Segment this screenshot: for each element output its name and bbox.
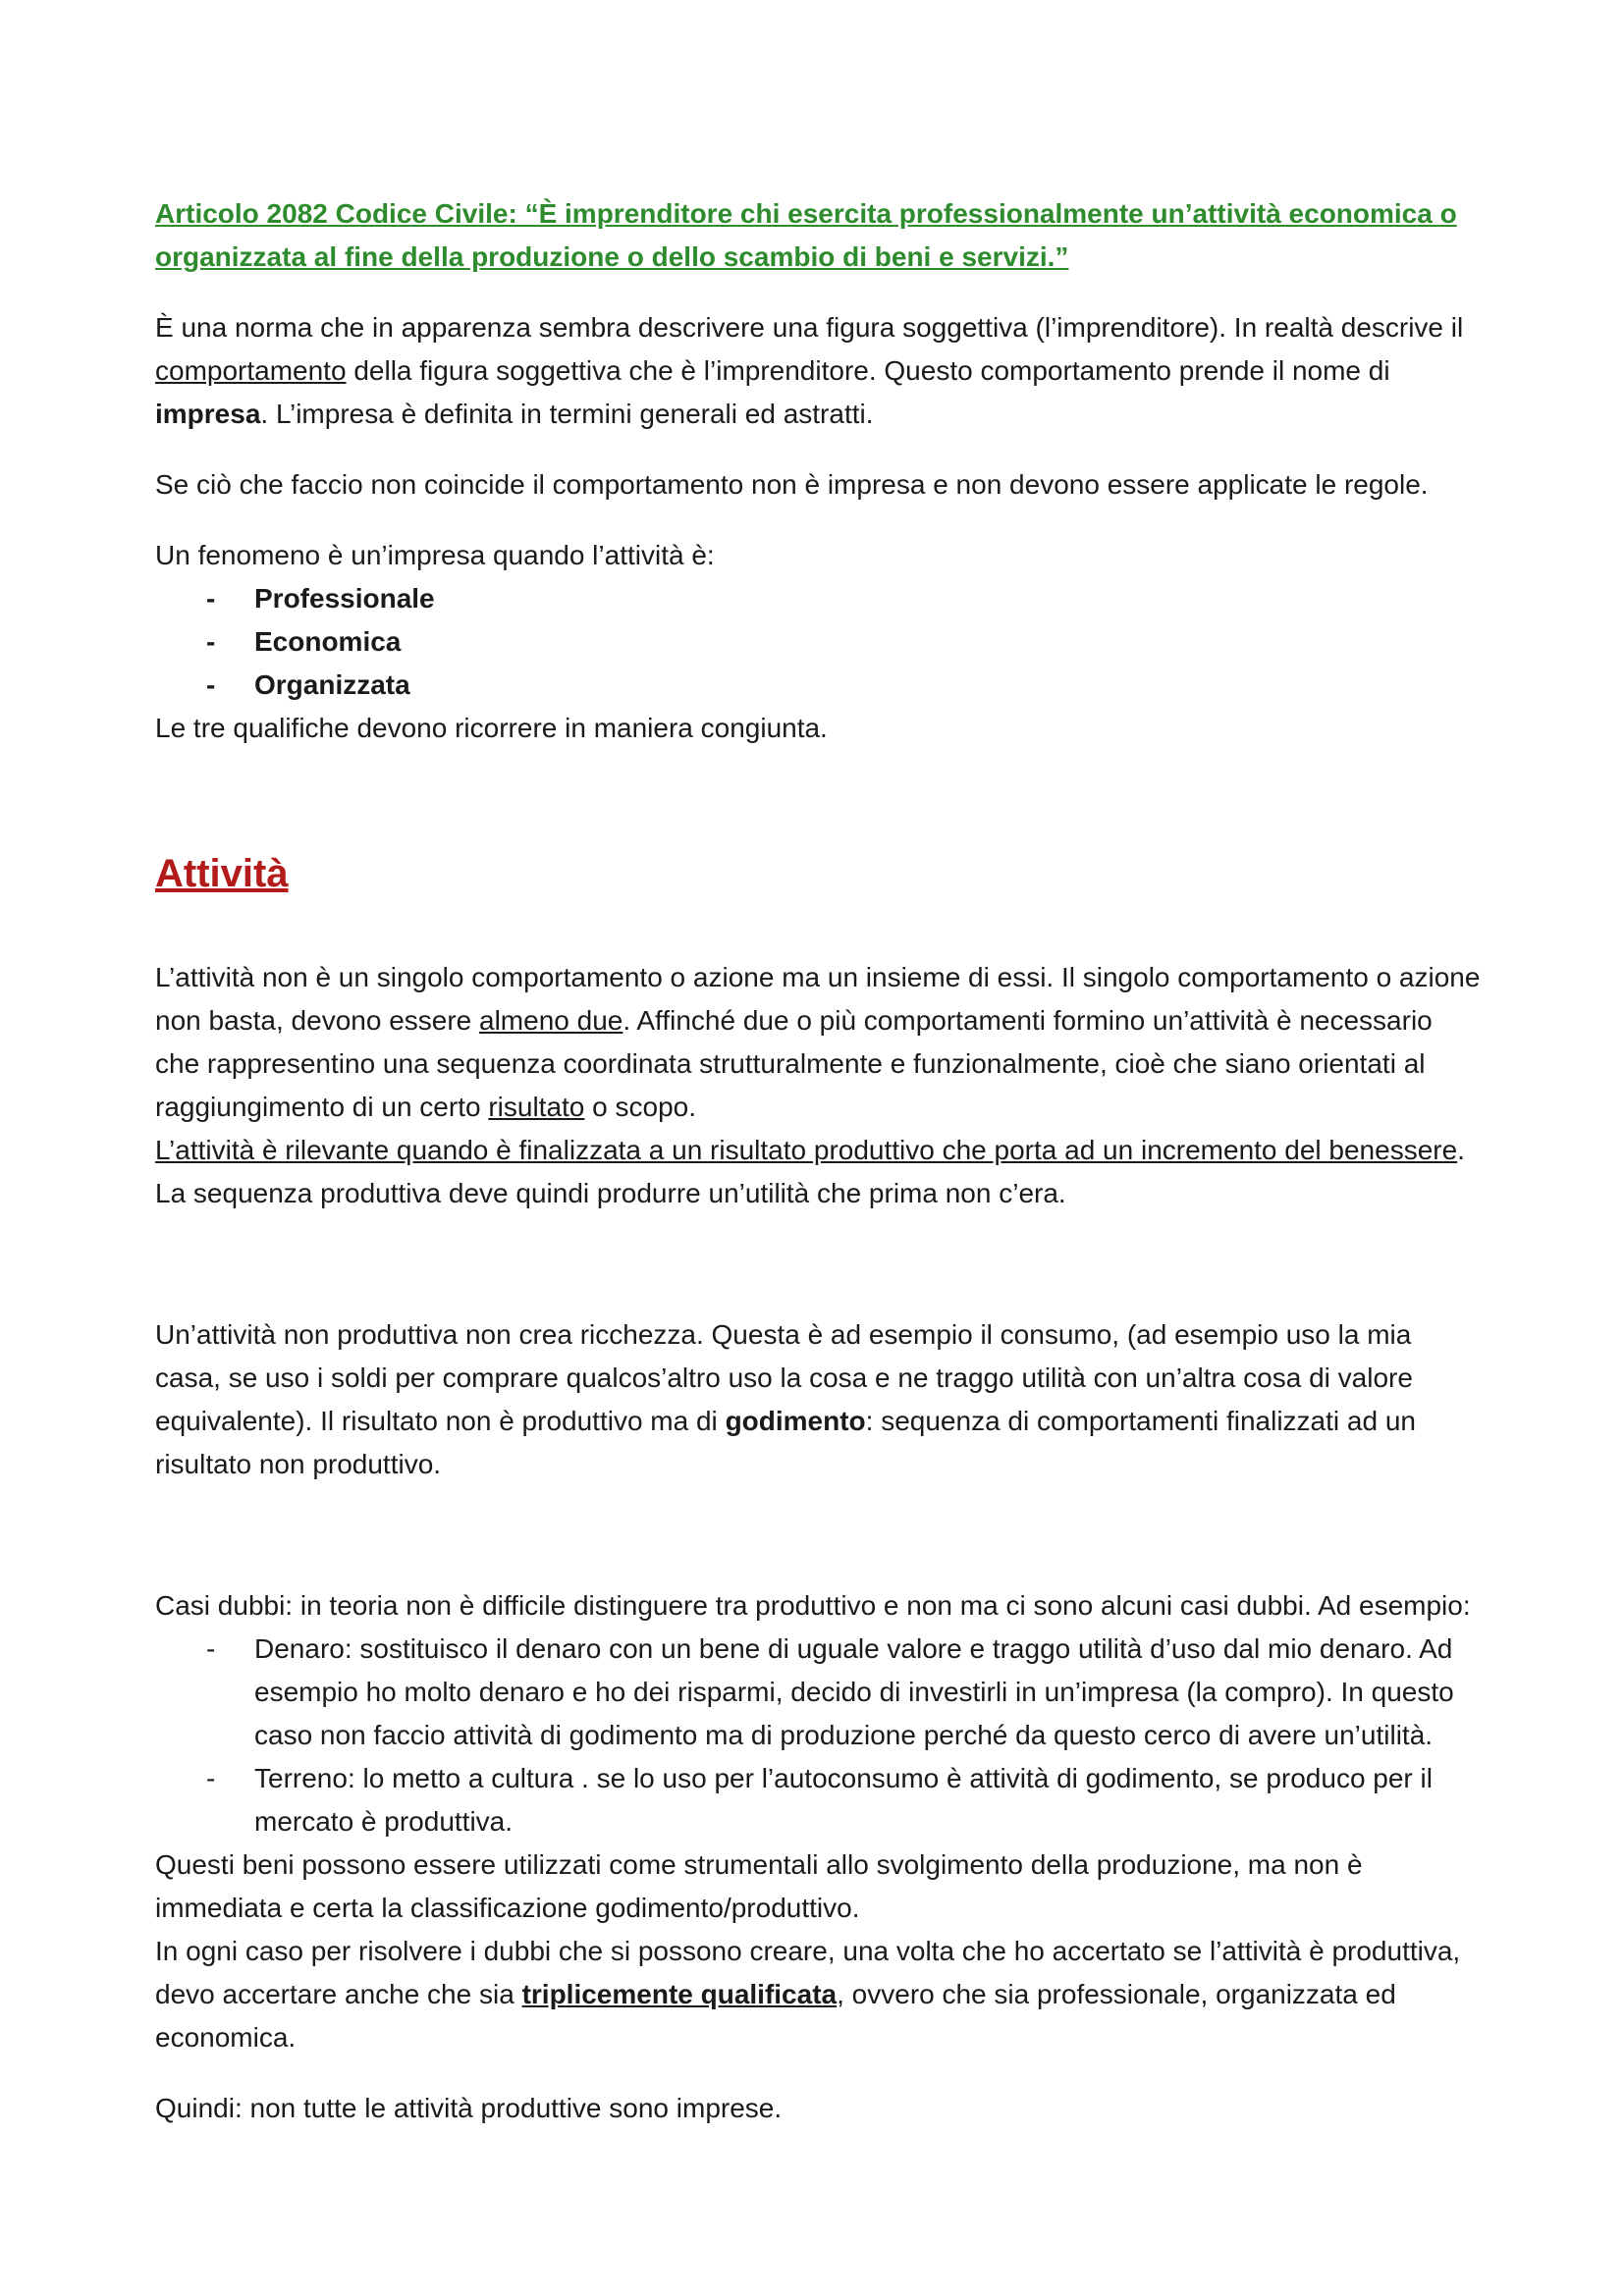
list-item: - Organizzata: [155, 664, 1481, 707]
paragraph-fenomeno-outro: Le tre qualifiche devono ricorrere in maniera congiunta.: [155, 713, 828, 743]
text: È una norma che in apparenza sembra descrivere una figura soggettiva (l’imprenditore). In realtà descrive il: [155, 312, 1464, 343]
list-item: - Denaro: sostituisco il denaro con un bene di uguale valore e traggo utilità d’uso dal mio denaro. Ad esempio ho molto denaro e ho dei risparmi, decido di investirli in un’impresa (la compro). In questo caso non faccio attività di godimento ma di produzione perché da questo cerco di avere un’utilità.: [155, 1628, 1481, 1757]
text: della figura soggettiva che è l’imprenditore. Questo comportamento prende il nome di: [346, 355, 1390, 386]
list-item: - Economica: [155, 620, 1481, 664]
article-quote: [155, 192, 1481, 279]
paragraph-beni-strumentali: Questi beni possono essere utilizzati come strumentali allo svolgimento della produzione, ma non è immediata e certa la classificazione godimento/produttivo.: [155, 1849, 1363, 1923]
article-quote-line2: organizzata al fine della produzione o dello scambio di beni e servizi.”: [155, 241, 1069, 272]
paragraph-regole: Se ciò che faccio non coincide il comportamento non è impresa e non devono essere applicate le regole.: [155, 469, 1429, 500]
paragraph-attivita: [155, 956, 1481, 1215]
text: . Affinché due o più comportamenti formino un’attività è necessario che rappresentino una sequenza coordinata strutturalmente e funzionalmente, cioè che siano orientati al raggiungimento di un certo: [155, 1005, 1433, 1122]
paragraph-norma: [155, 306, 1481, 436]
bold-text: impresa: [155, 399, 261, 429]
paragraph-triplicemente: [155, 1930, 1481, 2059]
text: . La sequenza produttiva deve quindi produrre un’utilità che prima non c’era.: [155, 1135, 1465, 1208]
text: In ogni caso per risolvere i dubbi che si possono creare, una volta che ho accertato se l’attività è produttiva, devo accertare anche che sia: [155, 1936, 1461, 2009]
article-quote-line1: Articolo 2082 Codice Civile: “È imprenditore chi esercita professionalmente un’attività economica o: [155, 198, 1457, 229]
text: . L’impresa è definita in termini generali ed astratti.: [260, 399, 874, 429]
underlined-text: L’attività è rilevante quando è finalizzata a un risultato produttivo che porta ad un incremento del benessere: [155, 1135, 1458, 1165]
text: , ovvero che sia professionale, organizzata ed economica.: [155, 1979, 1396, 2053]
text: L’attività non è un singolo comportamento o azione ma un insieme di essi. Il singolo comportamento o azione non basta, devono essere: [155, 962, 1481, 1036]
document-page: [155, 192, 1481, 2130]
underlined-text: almeno due: [479, 1005, 623, 1036]
bold-underlined-text: triplicemente qualificata: [521, 1979, 838, 2009]
list-item: - Professionale: [155, 577, 1481, 620]
section-title: Attività: [155, 852, 289, 895]
paragraph-conclusione: Quindi: non tutte le attività produttive sono imprese.: [155, 2093, 783, 2123]
paragraph-casi-dubbi-intro: Casi dubbi: in teoria non è difficile distinguere tra produttivo e non ma ci sono alcuni casi dubbi. Ad esempio:: [155, 1590, 1471, 1621]
text: : sequenza di comportamenti finalizzati ad un risultato non produttivo.: [155, 1406, 1416, 1479]
text: Un’attività non produttiva non crea ricchezza. Questa è ad esempio il consumo, (ad esempio uso la mia casa, se uso i soldi per comprare qualcos’altro uso la cosa e ne traggo utilità con un’altra cosa di valore equivalente). Il risultato non è produttivo ma di: [155, 1319, 1413, 1436]
paragraph-non-produttiva: [155, 1313, 1481, 1486]
list-item: - Terreno: lo metto a cultura . se lo uso per l’autoconsumo è attività di godimento, se produco per il mercato è produttiva.: [155, 1757, 1481, 1843]
qualifiche-list: [155, 577, 1481, 707]
paragraph-fenomeno-intro: Un fenomeno è un’impresa quando l’attività è:: [155, 540, 715, 570]
underlined-text: risultato: [488, 1092, 585, 1122]
underlined-text: comportamento: [155, 355, 347, 386]
casi-dubbi-list: [155, 1628, 1481, 1843]
bold-text: godimento: [725, 1406, 866, 1436]
text: o scopo.: [584, 1092, 697, 1122]
